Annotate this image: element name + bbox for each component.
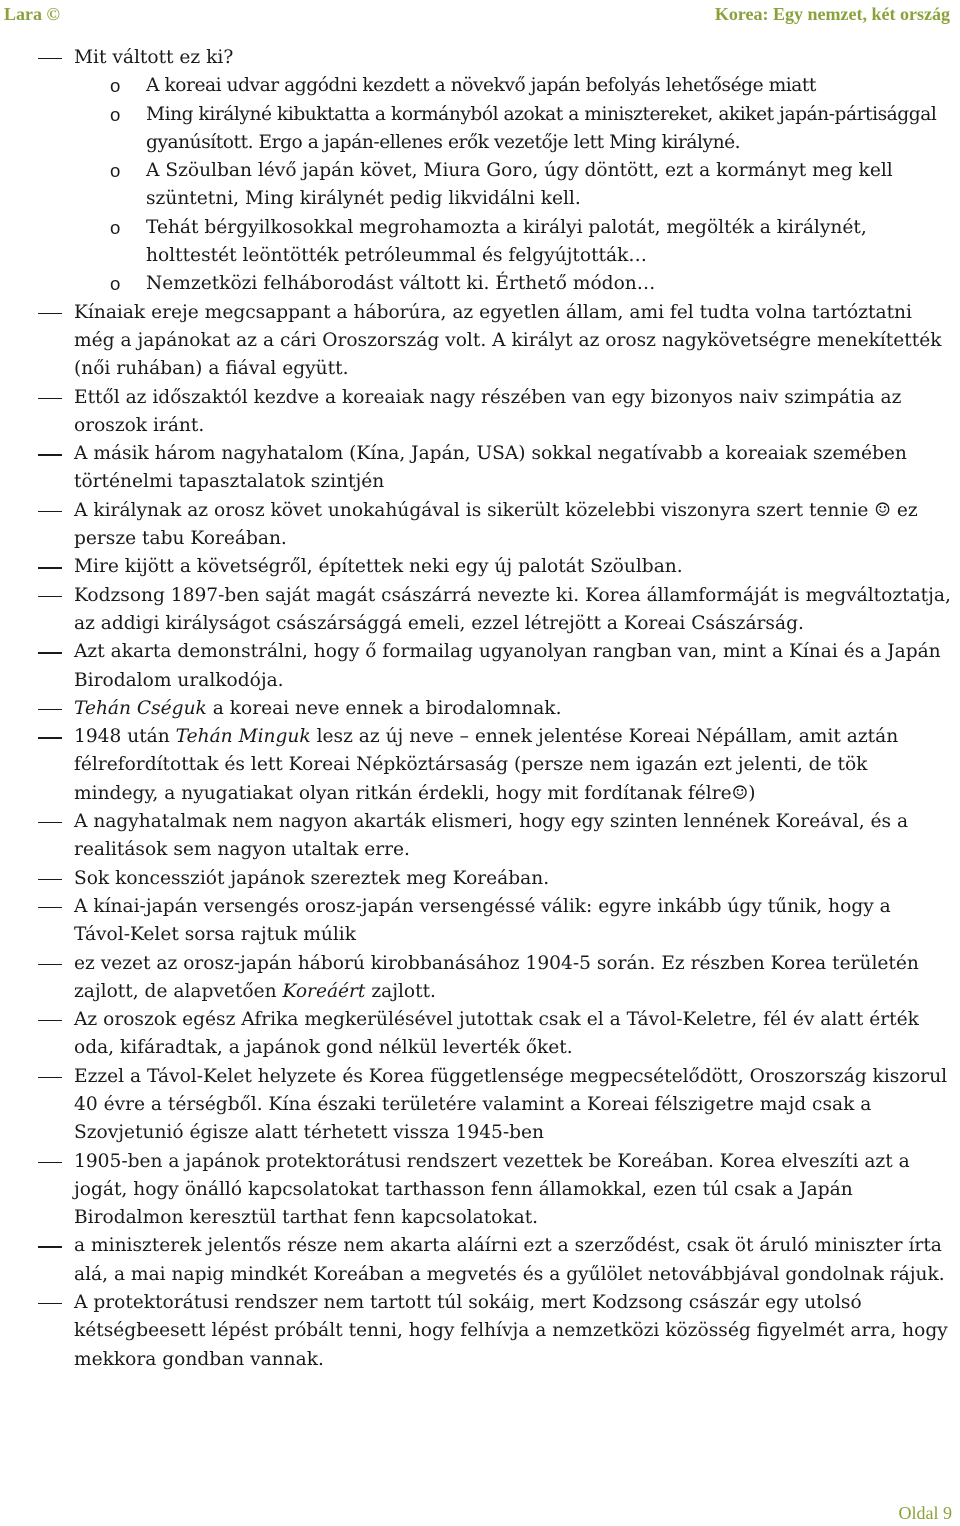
circle-bullet: o: [110, 103, 120, 125]
list-item: [0, 723, 960, 808]
item-text: Kínaiak ereje megcsappant a háborúra, az egyetlen állam, ami fel tudta volna tartóztatni még a japánokat az a cári Oroszország volt. A királyt az orosz nagykövetségre menekítették (női ruhában) a fiával együtt.: [74, 301, 942, 380]
sub-list-item: [0, 72, 960, 100]
sub-list-item: [0, 270, 960, 298]
header-author: Lara ©: [4, 4, 60, 24]
list-item: [0, 893, 960, 950]
list-item: [0, 299, 960, 384]
item-text: Ettől az időszaktól kezdve a koreaiak nagy részében van egy bizonyos naiv szimpátia az oroszok iránt.: [74, 386, 902, 436]
list-item: [0, 497, 960, 554]
list-item: [0, 1063, 960, 1148]
circle-bullet: o: [110, 216, 121, 238]
list-item: [0, 1289, 960, 1374]
item-text: Kodzsong 1897-ben saját magát császárrá nevezte ki. Korea államformáját is megváltoztatja, az addigi királyságot császársággá emeli, ezzel létrejött a Koreai Császárság.: [74, 584, 951, 634]
item-text: A másik három nagyhatalom (Kína, Japán, USA) sokkal negatívabb a koreaiak szemében történelmi tapasztalatok szintjén: [74, 443, 907, 493]
item-text: A Szöulban lévő japán követ, Miura Goro, úgy döntött, ezt a kormányt meg kell szüntetni, Ming királynét pedig likvidálni kell.: [146, 160, 893, 210]
item-text: A kínai-japán versengés orosz-japán versengéssé válik: egyre inkább úgy tűnik, hogy a Távol-Kelet sorsa rajtuk múlik: [74, 895, 891, 946]
header-title: Korea: Egy nemzet, két ország: [714, 4, 950, 24]
sub-list-item: [0, 101, 960, 158]
item-text: Mire kijött a követségről, építettek neki egy új palotát Szöulban.: [74, 556, 683, 578]
item-text: a koreai neve ennek a birodalomnak.: [206, 697, 562, 719]
item-text: Azt akarta demonstrálni, hogy ő formailag ugyanolyan rangban van, mint a Kínai és a Japán Birodalom uralkodója.: [74, 641, 941, 691]
list-item: [0, 384, 960, 441]
sub-list-item: [0, 157, 960, 214]
item-text: 1905-ben a japánok protektorátusi rendszert vezettek be Koreában. Korea elveszíti azt a jogát, hogy önálló kapcsolatokat tarthasson fenn államokkal, ezen túl csak a Japán Birodalmon keresztül tarthat fenn kapcsolatokat.: [74, 1150, 910, 1229]
list-item: [0, 1006, 960, 1063]
list-item: [0, 44, 960, 72]
page-header: [0, 0, 960, 36]
sub-list-item: [0, 214, 960, 271]
item-text: A protektorátusi rendszer nem tartott túl sokáig, mert Kodzsong császár egy utolsó kétségbeesett lépést próbált tenni, hogy felhívja a nemzetközi közösség figyelmét arra, hogy mekkora gondban vannak.: [74, 1292, 948, 1370]
item-text: A királynak az orosz követ unokahúgával is sikerült közelebbi viszonyra szert tennie ☺ ez persze tabu Koreában.: [74, 499, 918, 550]
list-item: [0, 638, 960, 695]
item-text: Sok koncessziót japánok szereztek meg Koreában.: [74, 867, 550, 889]
item-text: Nemzetközi felháborodást váltott ki. Érthető módon…: [146, 273, 656, 295]
list-item: [0, 950, 960, 1007]
italic-term: Tehán Cséguk: [74, 697, 207, 719]
list-item: [0, 1232, 960, 1289]
list-item: [0, 553, 960, 581]
item-text: ez vezet az orosz-japán háború kirobbanásához 1904-5 során. Ez részben Korea területén zajlott, de alapvetően: [74, 952, 919, 1002]
list-item: [0, 808, 960, 865]
item-text: lesz az új neve – ennek jelentése Koreai Népállam, amit aztán félrefordítottak és lett Koreai Népköztársaság (persze nem igazán ezt jelenti, de tök mindegy, a nyugatiakat olyan ritkán érdekli, hogy mit fordítanak félre☺): [74, 726, 899, 804]
item-text: Az oroszok egész Afrika megkerülésével jutottak csak el a Távol-Keletre, fél év alatt érték oda, kifáradtak, a japánok gond nélkül leverték őket.: [74, 1009, 919, 1059]
item-text: zajlott.: [365, 980, 436, 1002]
item-text: 1948 után: [74, 726, 176, 748]
circle-bullet: o: [110, 273, 121, 295]
italic-term: Tehán Minguk: [175, 726, 311, 748]
list-item: [0, 582, 960, 639]
page-number: Oldal 9: [898, 1503, 952, 1523]
item-text: Mit váltott ez ki?: [74, 47, 234, 68]
list-item: [0, 695, 960, 723]
circle-bullet: o: [110, 160, 121, 182]
item-text: Ezzel a Távol-Kelet helyzete és Korea függetlensége megpecsételődött, Oroszország kiszorul 40 évre a térségből. Kína északi területére valamint a Koreai félszigetre majd csak a Szovjetunió égisze alatt térhetett vissza 1945-ben: [74, 1065, 948, 1144]
item-text: a miniszterek jelentős része nem akarta aláírni ezt a szerződést, csak öt áruló miniszter írta alá, a mai napig mindkét Koreában a megvetés és a gyűlölet netovábbjával gondolnak rájuk.: [74, 1235, 945, 1285]
item-text: A nagyhatalmak nem nagyon akarták elismeri, hogy egy szinten lennének Koreával, és a realitások sem nagyon utaltak erre.: [74, 811, 909, 861]
list-item: [0, 440, 960, 497]
list-item: [0, 1148, 960, 1233]
item-text: Ming királyné kibuktatta a kormányból azokat a minisztereket, akiket japán-pártisággal gyanúsított. Ergo a japán-ellenes erők vezetője lett Ming királyné.: [146, 103, 937, 153]
document-body: [0, 44, 960, 1374]
italic-term: Koreáért: [282, 980, 366, 1002]
item-text: A koreai udvar aggódni kezdett a növekvő japán befolyás lehetősége miatt: [146, 75, 816, 97]
circle-bullet: o: [110, 75, 120, 97]
list-item: [0, 865, 960, 893]
item-text: Tehát bérgyilkosokkal megrohamozta a királyi palotát, megölték a királynét, holttestét leöntötték petróleummal és felgyújtották…: [146, 216, 867, 267]
